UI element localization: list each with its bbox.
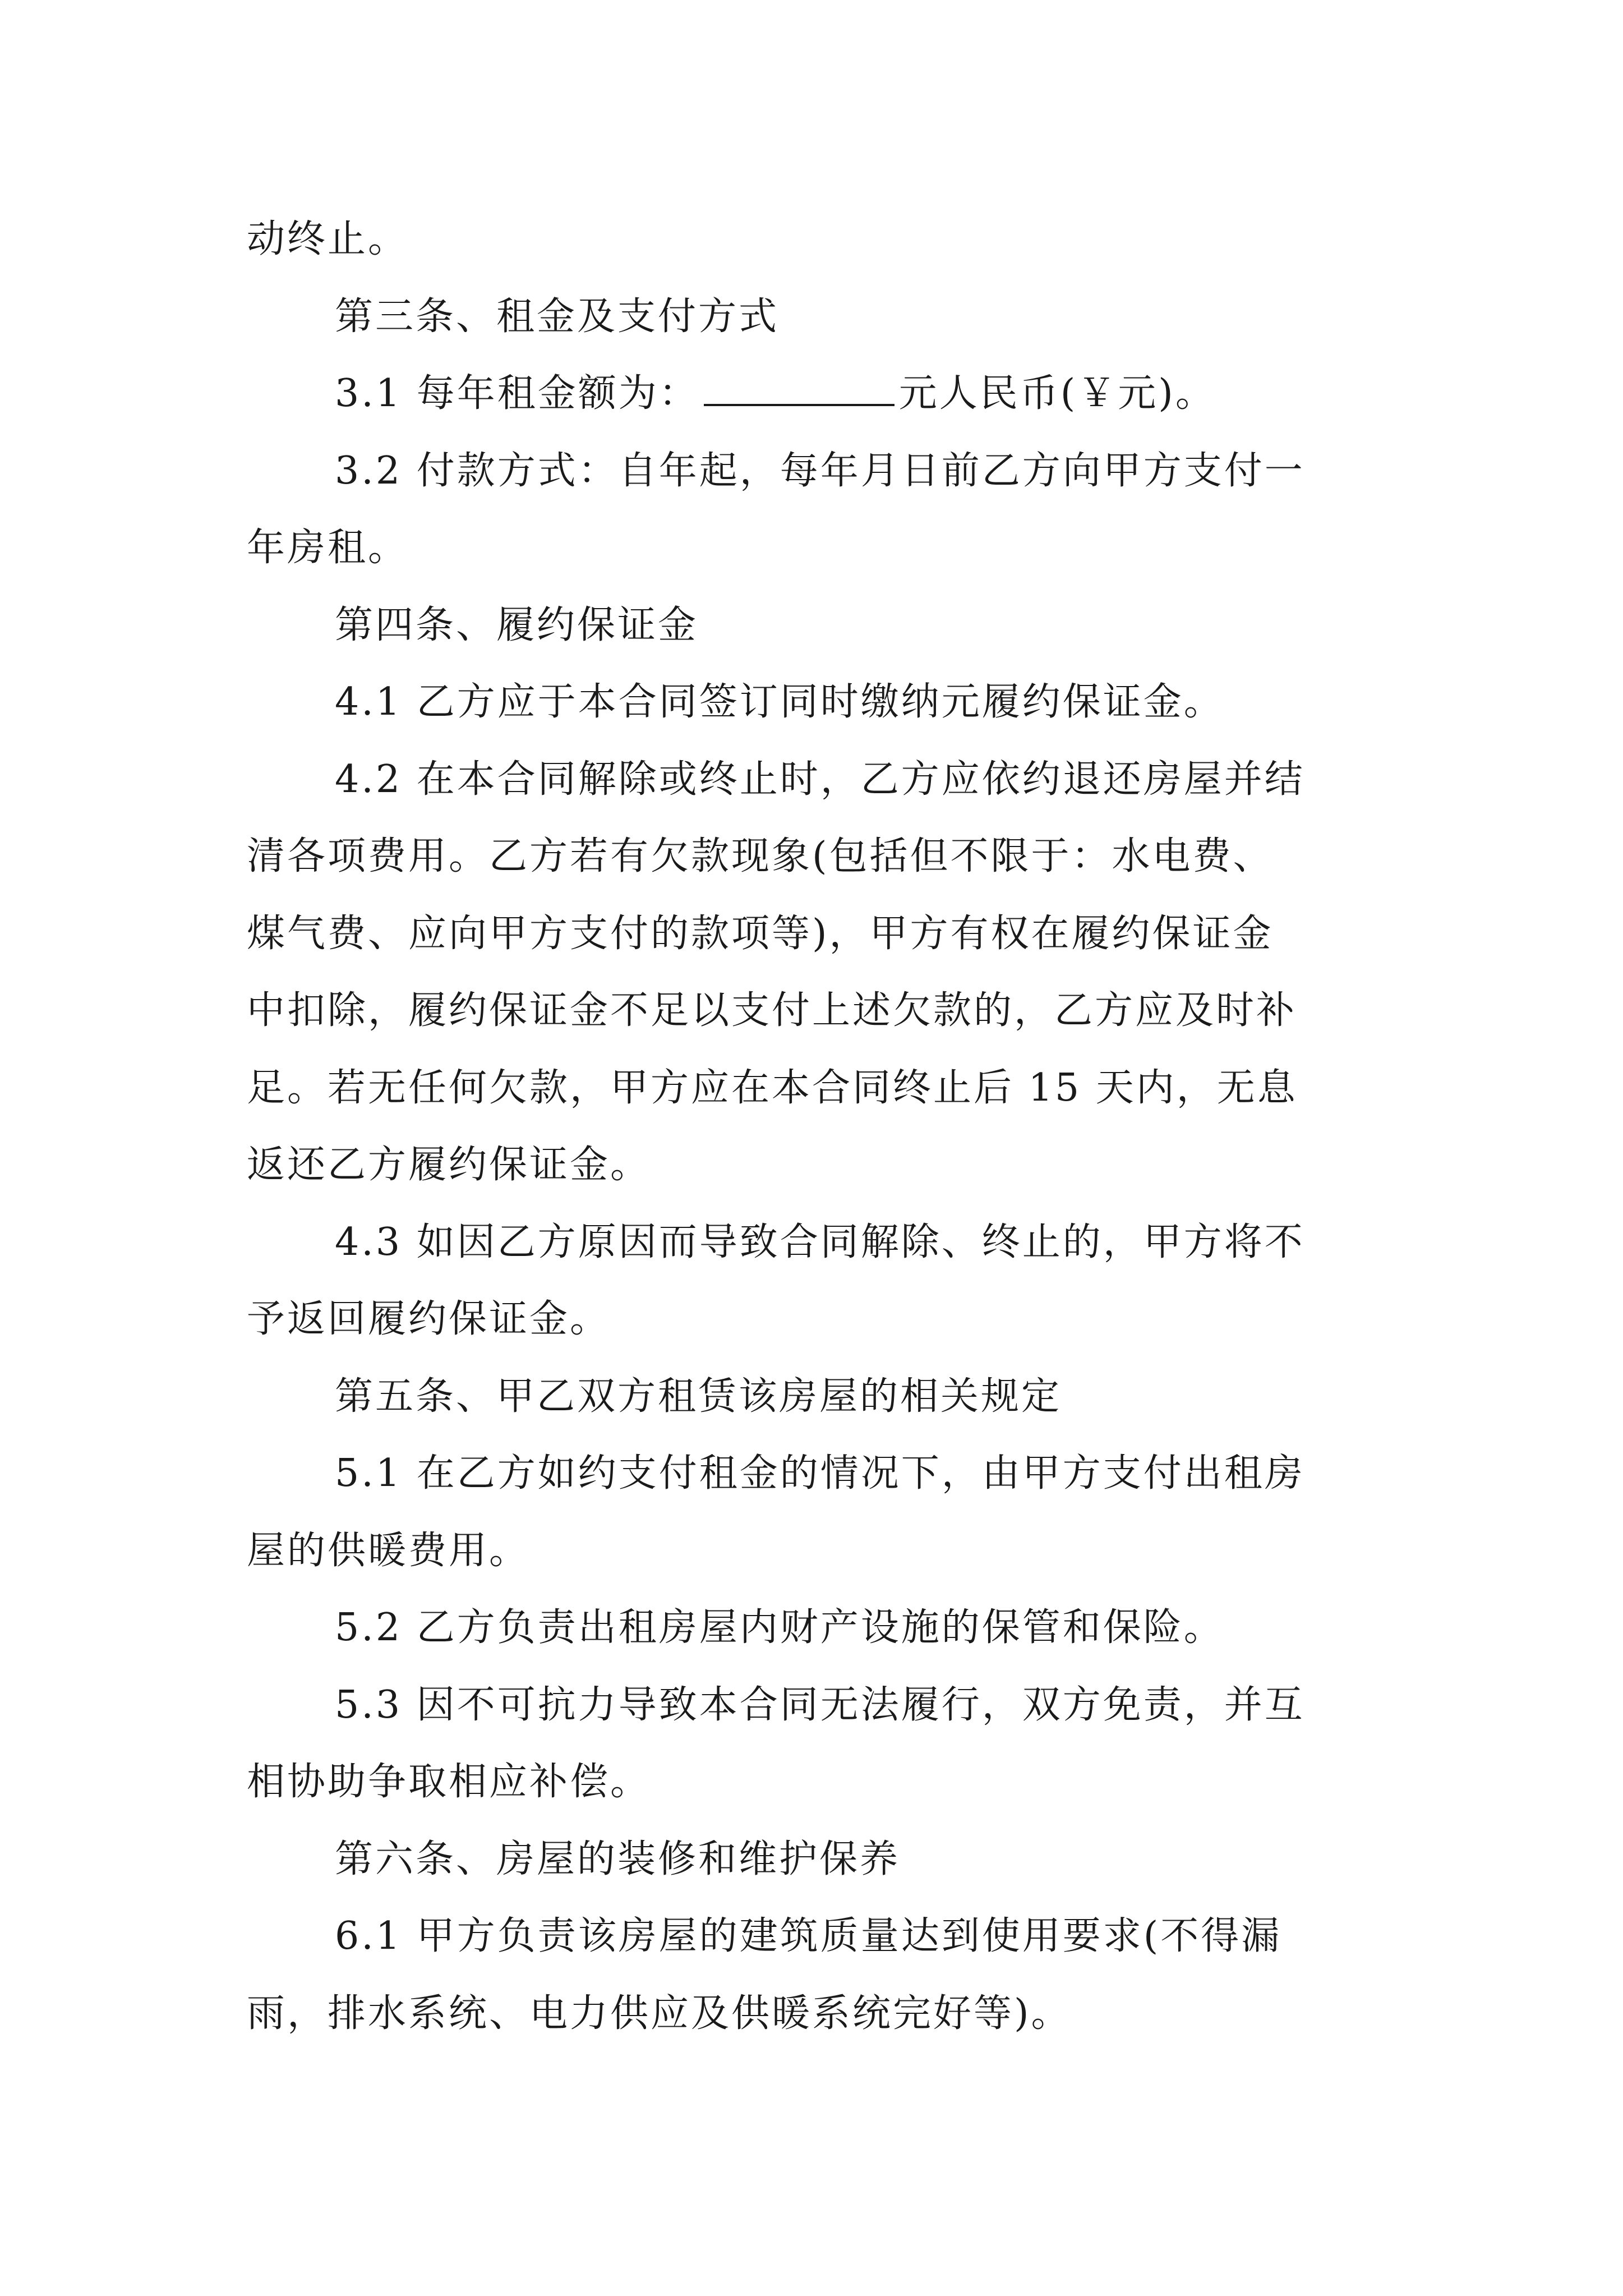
clause-4-1: 4.1 乙方应于本合同签订同时缴纳元履约保证金。 [335, 680, 1224, 724]
text-line: 屋的供暖费用。 [247, 1528, 530, 1573]
section-heading-article-5: 第五条、甲乙双方租赁该房屋的相关规定 [335, 1374, 1062, 1419]
clause-5-2: 5.2 乙方负责出租房屋内财产设施的保管和保险。 [335, 1605, 1224, 1650]
clause-4-3: 4.3 如因乙方原因而导致合同解除、终止的，甲方将不 [335, 1220, 1305, 1264]
text-line: 返还乙方履约保证金。 [247, 1143, 651, 1187]
section-heading-article-3: 第三条、租金及支付方式 [335, 294, 780, 339]
text-line: 动终止。 [247, 217, 409, 261]
text-line: 足。若无任何欠款，甲方应在本合同终止后 15 天内，无息 [247, 1065, 1298, 1110]
text-line: 雨，排水系统、电力供应及供暖系统完好等)。 [247, 1991, 1072, 2036]
clause-3-1 [247, 355, 1380, 432]
text-line: 清各项费用。乙方若有欠款现象(包括但不限于：水电费、 [247, 834, 1274, 878]
contract-body [247, 201, 1380, 2052]
fill-in-blank [704, 370, 895, 406]
section-heading-article-4: 第四条、履约保证金 [335, 602, 699, 647]
clause-3-1-text: 3.1 每年租金额为： [335, 371, 699, 416]
clause-6-1: 6.1 甲方负责该房屋的建筑质量达到使用要求(不得漏 [335, 1914, 1282, 1958]
clause-5-1: 5.1 在乙方如约支付租金的情况下，由甲方支付出租房 [335, 1451, 1305, 1496]
clause-3-2: 3.2 付款方式：自年起，每年月日前乙方向甲方支付一 [335, 448, 1305, 493]
text-line: 煤气费、应向甲方支付的款项等)，甲方有权在履约保证金 [247, 911, 1274, 956]
clause-3-1-suffix: 元人民币(￥元)。 [898, 371, 1216, 416]
text-line: 中扣除，履约保证金不足以支付上述欠款的，乙方应及时补 [247, 988, 1297, 1033]
clause-4-2: 4.2 在本合同解除或终止时，乙方应依约退还房屋并结 [335, 757, 1305, 802]
section-heading-article-6: 第六条、房屋的装修和维护保养 [335, 1837, 901, 1881]
text-line: 年房租。 [247, 526, 409, 570]
text-line: 相协助争取相应补偿。 [247, 1760, 651, 1804]
clause-5-3: 5.3 因不可抗力导致本合同无法履行，双方免责，并互 [335, 1682, 1305, 1727]
text-line: 予返回履约保证金。 [247, 1297, 611, 1341]
